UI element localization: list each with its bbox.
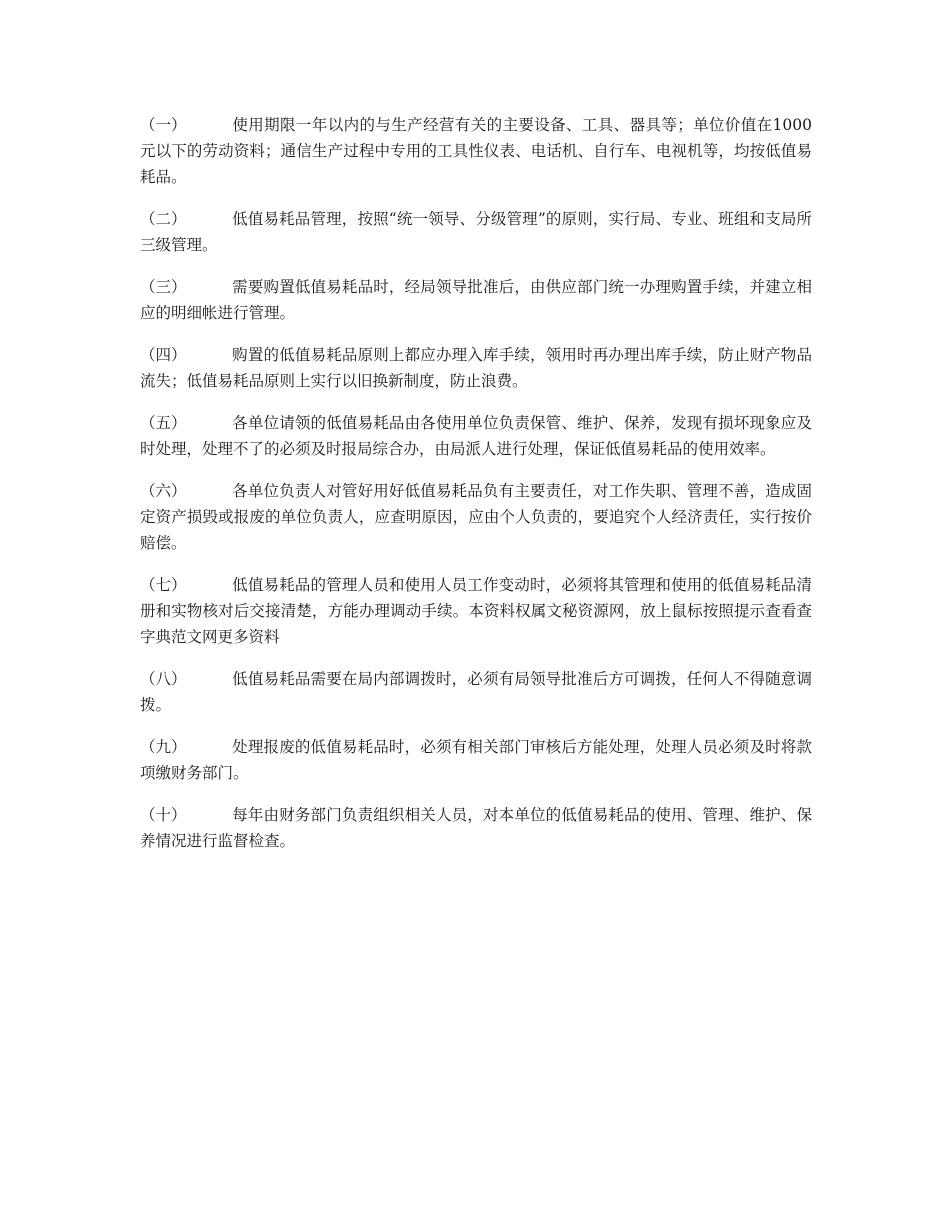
paragraph-3: [140, 274, 812, 326]
paragraph-4: [140, 342, 812, 394]
paragraph-number: （八）: [140, 670, 187, 688]
paragraph-9: [140, 734, 812, 786]
paragraph-5: [140, 410, 812, 462]
paragraph-8: [140, 666, 812, 718]
paragraph-6: [140, 478, 812, 556]
paragraph-number: （九）: [140, 738, 187, 756]
paragraph-text: 低值易耗品管理，按照“统一领导、分级管理”的原则，实行局、专业、班组和支局所三级管理。: [140, 210, 812, 254]
paragraph-text: 使用期限一年以内的与生产经营有关的主要设备、工具、器具等；单位价值在1000元以下的劳动资料；通信生产过程中专用的工具性仪表、电话机、自行车、电视机等，均按低值易耗品。: [140, 116, 812, 186]
paragraph-number: （六）: [140, 482, 187, 500]
paragraph-number: （四）: [140, 346, 187, 364]
paragraph-number: （七）: [140, 576, 187, 594]
paragraph-number: （三）: [140, 278, 187, 296]
paragraph-text: 各单位负责人对管好用好低值易耗品负有主要责任，对工作失职、管理不善，造成固定资产损毁或报废的单位负责人，应查明原因，应由个人负责的，要追究个人经济责任，实行按价赔偿。: [140, 482, 812, 552]
paragraph-10: [140, 802, 812, 854]
paragraph-number: （一）: [140, 116, 187, 134]
paragraph-text: 各单位请领的低值易耗品由各使用单位负责保管、维护、保养，发现有损坏现象应及时处理，处理不了的必须及时报局综合办，由局派人进行处理，保证低值易耗品的使用效率。: [140, 414, 812, 458]
paragraph-text: 需要购置低值易耗品时，经局领导批准后，由供应部门统一办理购置手续，并建立相应的明细帐进行管理。: [140, 278, 812, 322]
paragraph-number: （二）: [140, 210, 187, 228]
paragraph-text: 低值易耗品的管理人员和使用人员工作变动时，必须将其管理和使用的低值易耗品清册和实物核对后交接清楚，方能办理调动手续。本资料权属文秘资源网，放上鼠标按照提示查看查字典范文网更多资料: [140, 576, 812, 646]
paragraph-number: （五）: [140, 414, 187, 432]
paragraph-text: 处理报废的低值易耗品时，必须有相关部门审核后方能处理，处理人员必须及时将款项缴财务部门。: [140, 738, 812, 782]
paragraph-1: [140, 112, 812, 190]
paragraph-text: 低值易耗品需要在局内部调拨时，必须有局领导批准后方可调拨，任何人不得随意调拨。: [140, 670, 812, 714]
paragraph-2: [140, 206, 812, 258]
paragraph-number: （十）: [140, 806, 187, 824]
paragraph-7: [140, 572, 812, 650]
document-body: [140, 112, 812, 870]
paragraph-text: 每年由财务部门负责组织相关人员，对本单位的低值易耗品的使用、管理、维护、保养情况进行监督检查。: [140, 806, 812, 850]
paragraph-text: 购置的低值易耗品原则上都应办理入库手续，领用时再办理出库手续，防止财产物品流失；低值易耗品原则上实行以旧换新制度，防止浪费。: [140, 346, 812, 390]
